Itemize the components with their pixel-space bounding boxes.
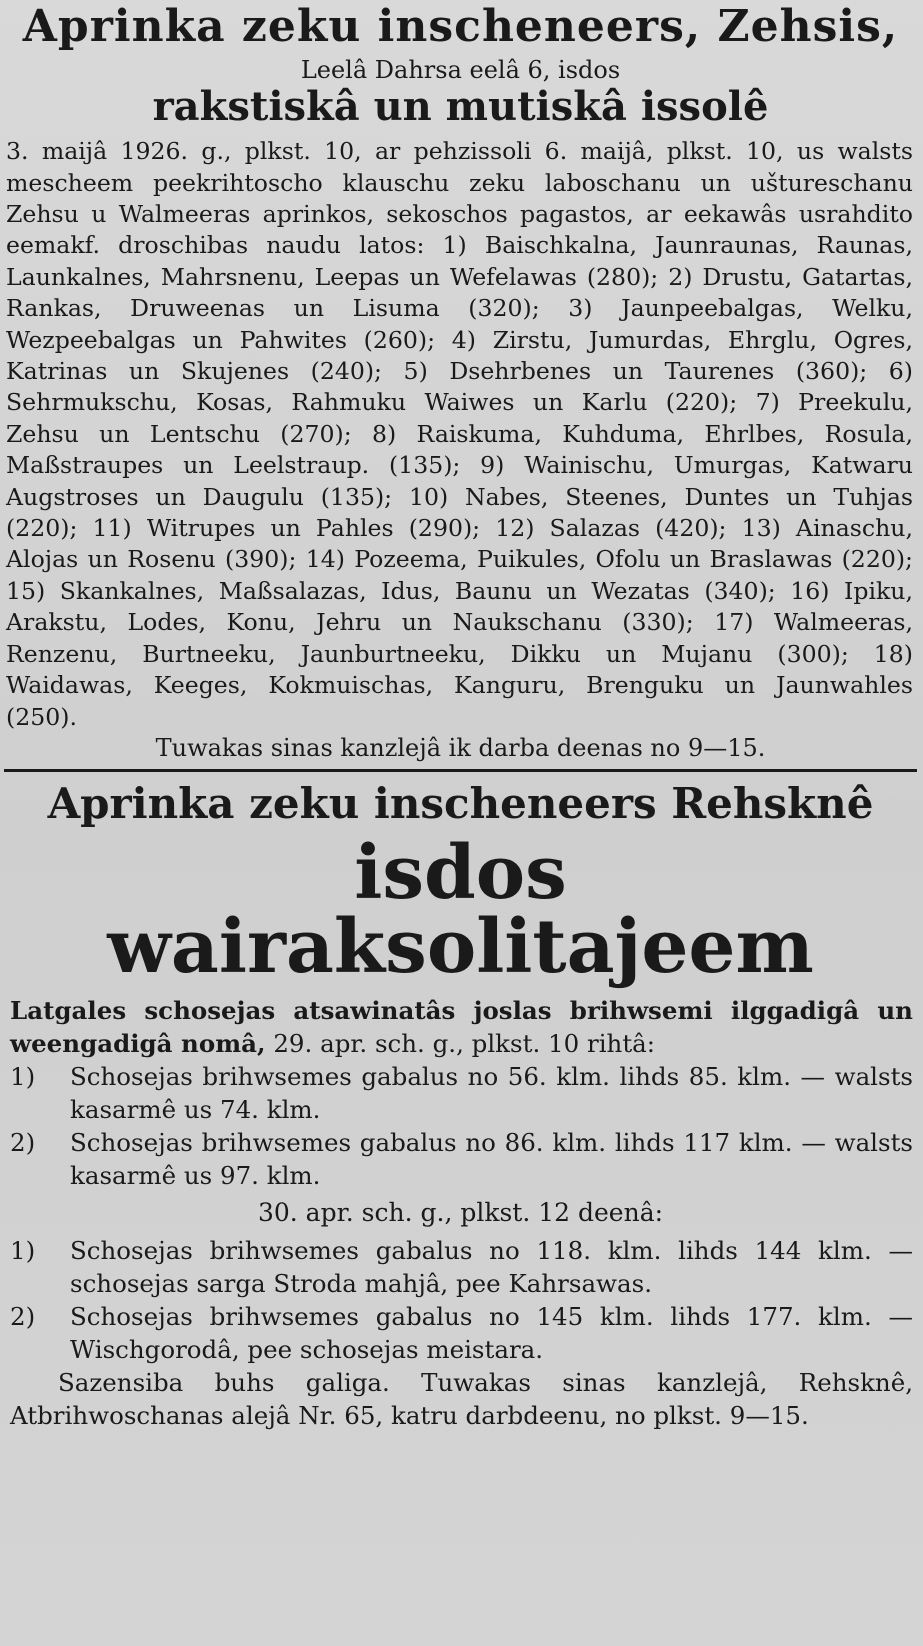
notice-heading: rakstiskâ un mutiskâ issolê xyxy=(152,83,769,131)
item-number: 1) xyxy=(10,1062,36,1091)
item-number: 2) xyxy=(10,1302,36,1331)
notice-title: Aprinka zeku inscheneers, Zehsis, xyxy=(22,1,899,52)
list-item xyxy=(10,1234,913,1300)
item-text: Schosejas brihwsemes gabalus no 118. klm. lihds 144 klm. — schosejas sarga Stroda mahjâ, pee Kahrsawas. xyxy=(70,1236,913,1298)
notice-heading: isdos wairaksolitajeem xyxy=(107,830,814,990)
intro-lead: Latgales schosejas atsawinatâs joslas brihwsemi ilggadigâ un weengadigâ nomâ, xyxy=(10,996,913,1058)
item-text: Schosejas brihwsemes gabalus no 86. klm. lihds 117 klm. — walsts kasarmê us 97. klm. xyxy=(70,1128,913,1190)
item-number: 1) xyxy=(10,1236,36,1265)
item-text: Schosejas brihwsemes gabalus no 145 klm. lihds 177. klm. — Wischgorodâ, pee schosejas meistara. xyxy=(70,1302,913,1364)
notice-body xyxy=(6,136,913,733)
notice-rehskne xyxy=(4,778,917,1432)
notice-closing: Sazensiba buhs galiga. Tuwakas sinas kanzlejâ, Rehsknê, Atbrihwoschanas alejâ Nr. 65, katru darbdeenu, no plkst. 9—15. xyxy=(10,1368,913,1430)
list-item xyxy=(10,1126,913,1192)
item-number: 2) xyxy=(10,1128,36,1157)
list-item xyxy=(10,1300,913,1366)
list-item xyxy=(10,1060,913,1126)
notice-zehsis xyxy=(4,0,917,763)
notice-title: Aprinka zeku inscheneers Rehsknê xyxy=(47,778,874,828)
item-text: Schosejas brihwsemes gabalus no 56. klm. lihds 85. klm. — walsts kasarmê us 74. klm. xyxy=(70,1062,913,1124)
notice-address: Leelâ Dahrsa eelâ 6, isdos xyxy=(300,56,621,85)
notice-footer: Tuwakas sinas kanzlejâ ik darba deenas no 9—15. xyxy=(155,733,766,762)
notice-intro xyxy=(10,994,913,1060)
divider-rule xyxy=(4,769,917,772)
second-date-line: 30. apr. sch. g., plkst. 12 deenâ: xyxy=(257,1198,664,1227)
intro-rest: 29. apr. sch. g., plkst. 10 rihtâ: xyxy=(265,1029,656,1058)
notice-body-text: 3. maijâ 1926. g., plkst. 10, ar pehzissoli 6. maijâ, plkst. 10, us walsts mescheem peekrihtoscho klauschu zeku laboschanu un uštureschanu Zehsu u Walmeeras aprinkos, sekoschos pagastos, ar eekawâs usrahdito eemakf. droschibas naudu latos: 1) Baischkalna, Jaunraunas, Raunas, Launkalnes, Mahrsnenu, Leepas un Wefelawas (280); 2) Drustu, Gatartas, Rankas, Druweenas un Lisuma (320); 3) Jaunpeebalgas, Welku, Wezpeebalgas un Pahwites (260); 4) Zirstu, Jumurdas, Ehrglu, Ogres, Katrinas un Skujenes (240); 5) Dsehrbenes un Taurenes (360); 6) Sehrmukschu, Kosas, Rahmuku Waiwes un Karlu (220); 7) Preekulu, Zehsu un Lentschu (270); 8) Raiskuma, Kuhduma, Ehrlbes, Rosula, Maßstraupes un Leelstraup. (135); 9) Wainischu, Umurgas, Katwaru Augstroses un Daugulu (135); 10) Nabes, Steenes, Duntes un Tuhjas (220); 11) Witrupes un Pahles (290); 12) Salazas (420); 13) Ainaschu, Alojas un Rosenu (390); 14) Pozeema, Puikules, Ofolu un Braslawas (220); 15) Skankalnes, Maßsalazas, Idus, Baunu un Wezatas (340); 16) Ipiku, Arakstu, Lodes, Konu, Jehru un Naukschanu (330); 17) Walmeeras, Renzenu, Burtneeku, Jaunburtneeku, Dikku un Mujanu (300); 18) Waidawas, Keeges, Kokmuischas, Kanguru, Brenguku un Jaunwahles (250). xyxy=(6,137,913,731)
